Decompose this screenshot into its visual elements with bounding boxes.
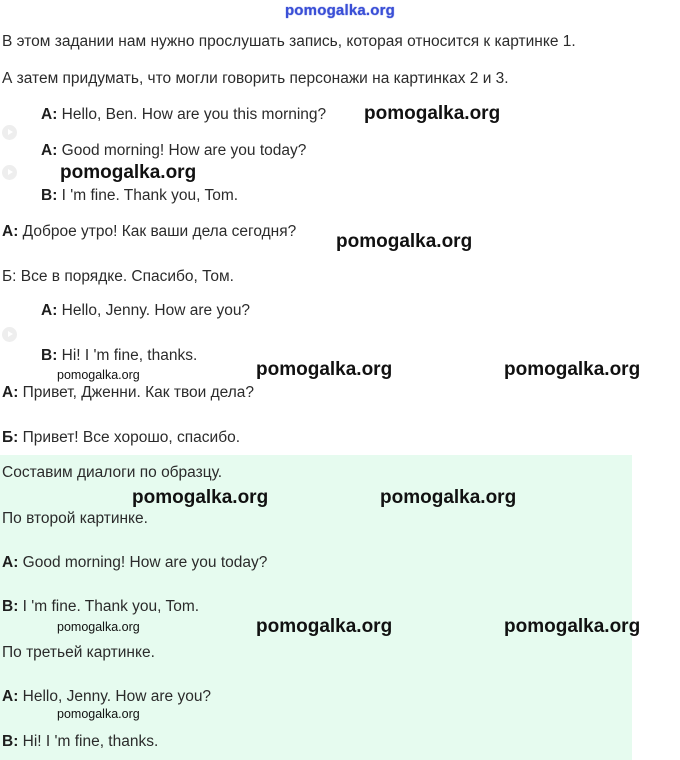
watermark: pomogalka.org (256, 359, 393, 380)
dialog1-line-3 (41, 187, 238, 205)
dialog1-line-2 (41, 142, 306, 160)
translation2-line-1 (2, 384, 254, 402)
dialog-text: Hi! I 'm fine, thanks. (57, 347, 198, 364)
dialog1-line-1 (41, 106, 326, 124)
dialog2-line-2 (41, 347, 197, 365)
speaker-label: A: (41, 302, 58, 319)
watermark: pomogalka.org (504, 616, 641, 637)
watermark: pomogalka.org (504, 359, 641, 380)
picture2-line-1 (2, 554, 267, 572)
speaker-label: B: (2, 598, 19, 615)
header-watermark: pomogalka.org (284, 2, 396, 19)
picture3-label: По третьей картинке. (2, 644, 155, 661)
speaker-label: А: (2, 223, 19, 240)
speaker-label: A: (41, 106, 58, 123)
answer-intro: Составим диалоги по образцу. (2, 464, 223, 481)
watermark: pomogalka.org (364, 103, 501, 124)
watermark: pomogalka.org (57, 620, 140, 634)
translation2-line-2 (2, 429, 240, 447)
watermark: pomogalka.org (132, 487, 269, 508)
watermark: pomogalka.org (380, 487, 517, 508)
play-icon[interactable] (2, 327, 17, 342)
play-icon[interactable] (2, 125, 17, 140)
dialog-text: Good morning! How are you today? (57, 142, 307, 159)
dialog-text: Hi! I 'm fine, thanks. (18, 733, 159, 750)
dialog-text: Hello, Jenny. How are you? (18, 688, 212, 705)
picture3-line-1 (2, 688, 211, 706)
translation1-line-2 (2, 268, 234, 286)
speaker-label: B: (41, 187, 58, 204)
translation1-line-1 (2, 223, 296, 241)
dialog-text: Hello, Ben. How are you this morning? (57, 106, 327, 123)
watermark: pomogalka.org (57, 707, 140, 721)
translation-text: Б: Все в порядке. Спасибо, Том. (2, 268, 234, 285)
dialog-text: Good morning! How are you today? (18, 554, 268, 571)
picture2-label: По второй картинке. (2, 510, 148, 527)
speaker-label: A: (2, 688, 19, 705)
dialog-text: I 'm fine. Thank you, Tom. (57, 187, 239, 204)
watermark: pomogalka.org (336, 231, 473, 252)
speaker-label: A: (2, 554, 19, 571)
play-icon[interactable] (2, 165, 17, 180)
speaker-label: A: (41, 142, 58, 159)
speaker-label: B: (41, 347, 58, 364)
picture2-line-2 (2, 598, 199, 616)
speaker-label: B: (2, 733, 19, 750)
dialog2-line-1 (41, 302, 250, 320)
intro-line-1: В этом задании нам нужно прослушать запись, которая относится к картинке 1. (2, 33, 576, 50)
speaker-label: А: (2, 384, 19, 401)
watermark: pomogalka.org (60, 162, 197, 183)
watermark: pomogalka.org (256, 616, 393, 637)
translation-text: Привет, Дженни. Как твои дела? (18, 384, 255, 401)
speaker-label: Б: (2, 429, 19, 446)
translation-text: Привет! Все хорошо, спасибо. (18, 429, 241, 446)
translation-text: Доброе утро! Как ваши дела сегодня? (18, 223, 297, 240)
dialog-text: Hello, Jenny. How are you? (57, 302, 251, 319)
picture3-line-2 (2, 733, 158, 751)
watermark: pomogalka.org (57, 368, 140, 382)
dialog-text: I 'm fine. Thank you, Tom. (18, 598, 200, 615)
intro-line-2: А затем придумать, что могли говорить персонажи на картинках 2 и 3. (2, 70, 509, 87)
